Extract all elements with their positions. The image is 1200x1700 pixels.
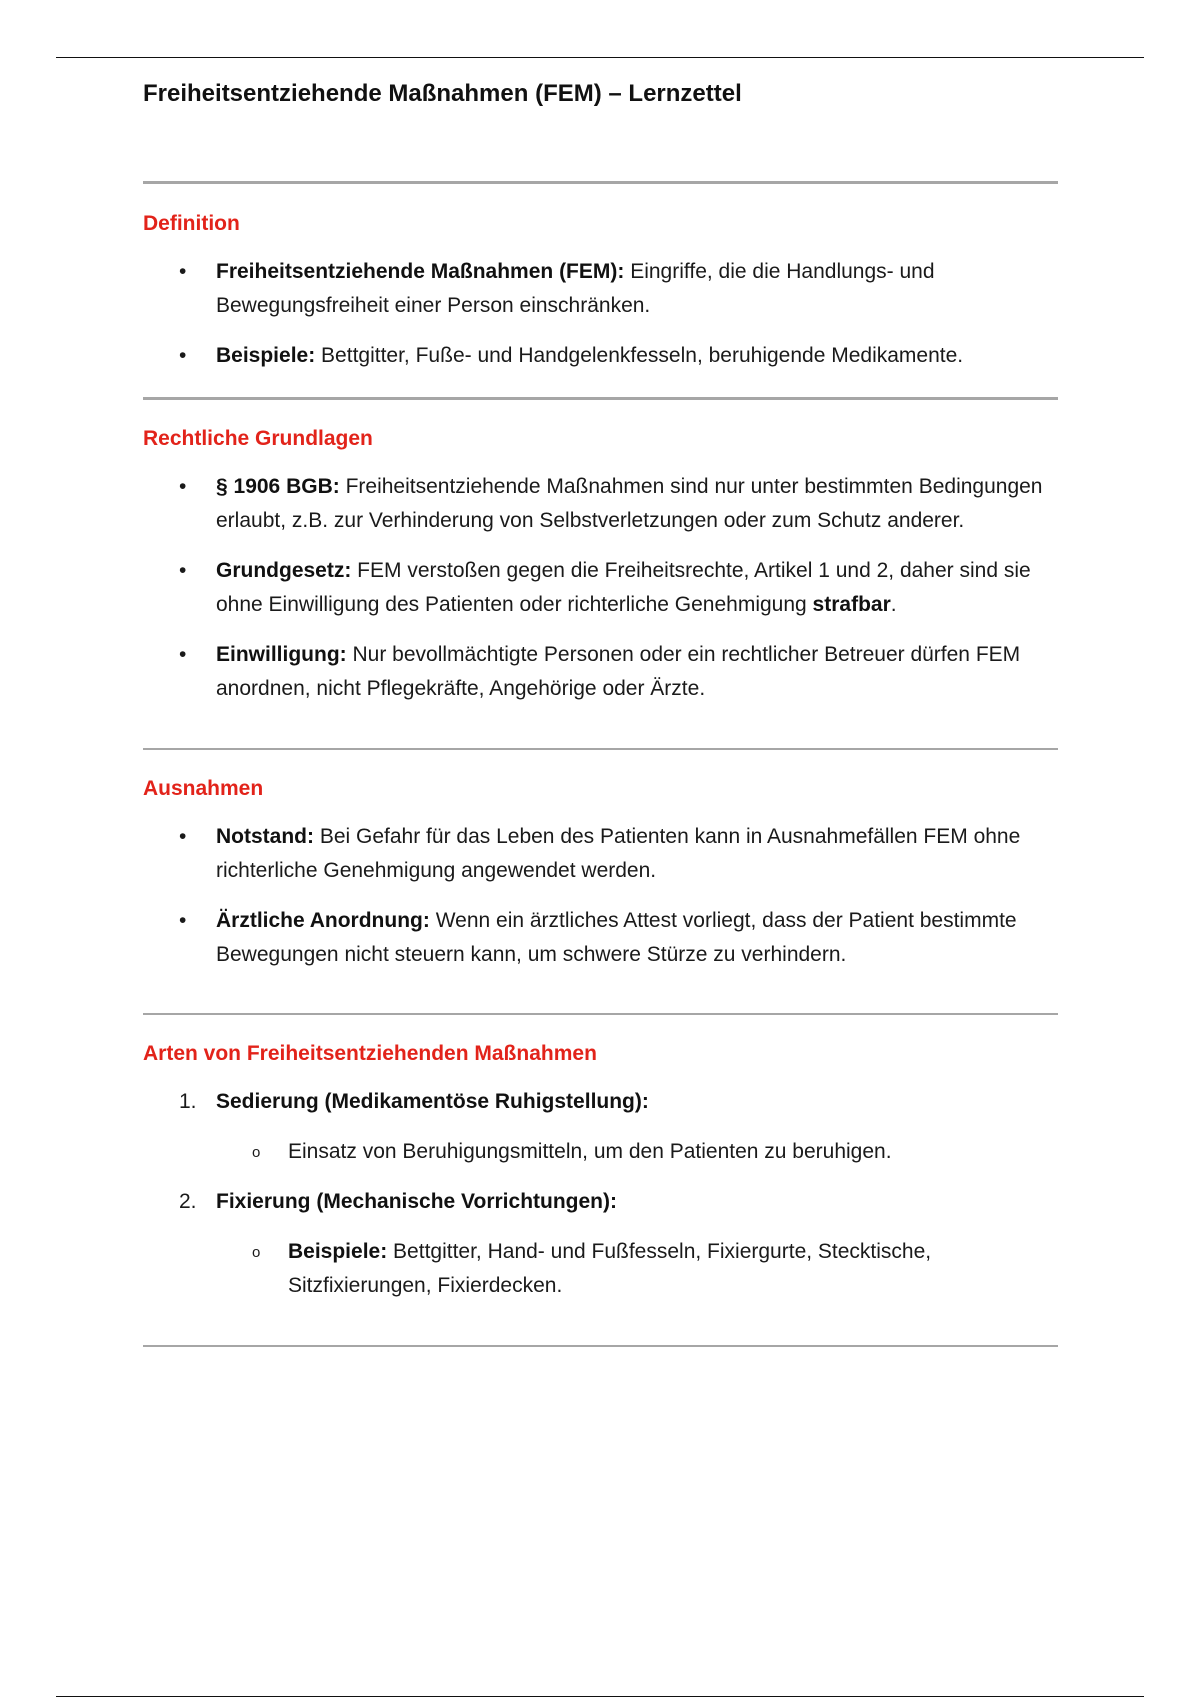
section-separator	[143, 748, 1058, 750]
list-item	[143, 470, 1058, 538]
item-text: Bettgitter, Hand- und Fußfesseln, Fixiergurte, Stecktische, Sitzfixierungen, Fixierdecken.	[288, 1240, 932, 1297]
section-legal	[143, 424, 1058, 706]
item-text: Bettgitter, Fuße- und Handgelenkfesseln, beruhigende Medikamente.	[315, 344, 964, 367]
list-item	[143, 820, 1058, 888]
page-title: Freiheitsentziehende Maßnahmen (FEM) – Lernzettel	[143, 80, 742, 107]
item-number: 1.	[179, 1090, 197, 1113]
page-bottom-rule	[56, 1696, 1144, 1697]
item-term: Notstand:	[216, 825, 314, 848]
types-list	[143, 1085, 1058, 1303]
item-term: Ärztliche Anordnung:	[216, 909, 430, 932]
item-text: FEM verstoßen gegen die Freiheitsrechte, Artikel 1 und 2, daher sind sie ohne Einwilligung des Patienten oder richterliche Genehmigung	[216, 559, 1031, 616]
section-definition	[143, 209, 1058, 373]
section-heading-definition: Definition	[143, 212, 240, 235]
item-term: Grundgesetz:	[216, 559, 352, 582]
item-label: Sedierung (Medikamentöse Ruhigstellung):	[216, 1090, 649, 1113]
legal-list	[143, 470, 1058, 706]
section-exceptions	[143, 774, 1058, 972]
sub-list	[216, 1135, 1058, 1169]
list-item	[143, 638, 1058, 706]
item-term: Beispiele:	[288, 1240, 388, 1263]
section-separator	[143, 397, 1058, 400]
list-item	[143, 904, 1058, 972]
item-text: Bei Gefahr für das Leben des Patienten kann in Ausnahmefällen FEM ohne richterliche Genehmigung angewendet werden.	[216, 825, 1021, 882]
definition-list	[143, 255, 1058, 373]
item-term: Beispiele:	[216, 344, 316, 367]
section-heading-types: Arten von Freiheitsentziehenden Maßnahmen	[143, 1042, 597, 1065]
item-text: Freiheitsentziehende Maßnahmen sind nur unter bestimmten Bedingungen erlaubt, z.B. zur Verhinderung von Selbstverletzungen oder zum Schutz anderer.	[216, 475, 1043, 532]
item-term: § 1906 BGB:	[216, 475, 340, 498]
item-term: Freiheitsentziehende Maßnahmen (FEM):	[216, 260, 625, 283]
item-emphasis: strafbar	[812, 593, 891, 616]
list-item	[143, 1085, 1058, 1169]
sub-list	[216, 1235, 1058, 1303]
exceptions-list	[143, 820, 1058, 972]
section-heading-exceptions: Ausnahmen	[143, 777, 264, 800]
item-text: Eingriffe, die die Handlungs- und Bewegungsfreiheit einer Person einschränken.	[216, 260, 935, 317]
section-heading-legal: Rechtliche Grundlagen	[143, 427, 373, 450]
sub-list-item	[143, 1135, 1058, 1169]
section-separator	[143, 1345, 1058, 1347]
item-text: Einsatz von Beruhigungsmitteln, um den Patienten zu beruhigen.	[288, 1140, 892, 1163]
item-text: Nur bevollmächtigte Personen oder ein rechtlicher Betreuer dürfen FEM anordnen, nicht Pflegekräfte, Angehörige oder Ärzte.	[216, 643, 1021, 700]
list-item	[143, 255, 1058, 323]
sub-list-item	[143, 1235, 1058, 1303]
item-label: Fixierung (Mechanische Vorrichtungen):	[216, 1190, 617, 1213]
section-separator	[143, 181, 1058, 184]
item-term: Einwilligung:	[216, 643, 347, 666]
section-separator	[143, 1013, 1058, 1015]
item-number: 2.	[179, 1190, 197, 1213]
section-types	[143, 1039, 1058, 1303]
list-item	[143, 554, 1058, 622]
item-text: Wenn ein ärztliches Attest vorliegt, dass der Patient bestimmte Bewegungen nicht steuern kann, um schwere Stürze zu verhindern.	[216, 909, 1017, 966]
page-top-rule	[56, 57, 1144, 58]
list-item	[143, 1185, 1058, 1303]
document-body	[143, 70, 1058, 1347]
item-tail: .	[890, 593, 897, 616]
list-item	[143, 339, 1058, 373]
